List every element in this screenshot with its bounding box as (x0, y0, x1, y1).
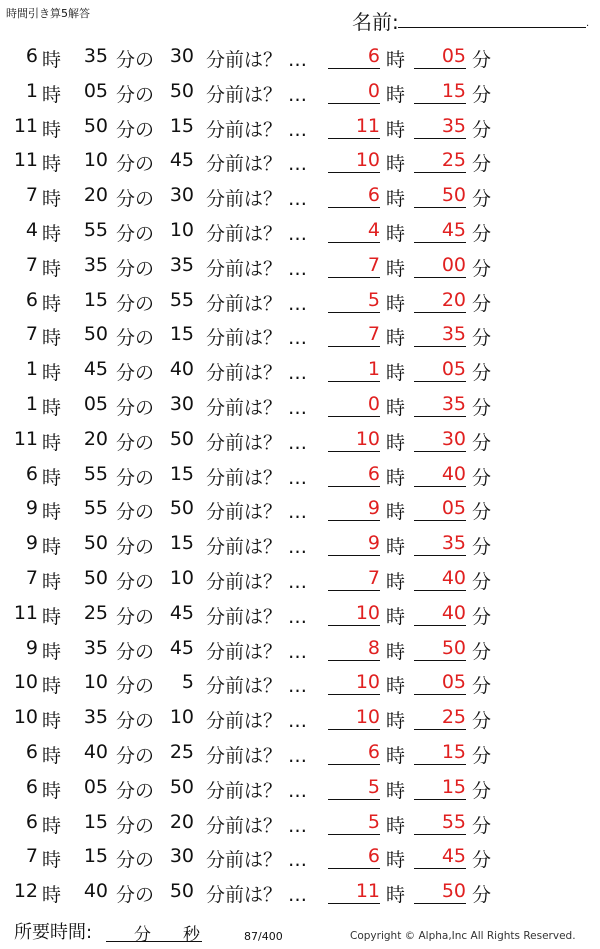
answer-minute[interactable]: 50 (414, 184, 466, 208)
start-hour: 7 (25, 253, 38, 276)
question-text: 分前は？ … (206, 605, 308, 628)
minute-of-label: 分の (116, 466, 155, 489)
start-hour: 7 (25, 184, 38, 207)
start-minute: 35 (83, 636, 108, 659)
answer-minute[interactable]: 20 (414, 289, 466, 313)
problem-row (0, 316, 600, 351)
start-hour: 9 (25, 497, 38, 520)
question-text: 分前は？ … (206, 466, 308, 489)
answer-hour-label: 時 (386, 257, 406, 280)
start-hour: 9 (25, 636, 38, 659)
minute-of-label: 分の (116, 710, 155, 733)
question-text: 分前は？ … (206, 675, 308, 698)
answer-hour[interactable]: 10 (328, 671, 380, 695)
start-hour: 6 (25, 462, 38, 485)
minutes-before: 15 (169, 323, 194, 346)
answer-minute-label: 分 (472, 396, 492, 419)
answer-minute-label: 分 (472, 118, 492, 141)
problem-row (0, 490, 600, 525)
minutes-before: 30 (169, 845, 194, 868)
answer-minute[interactable]: 35 (414, 323, 466, 347)
minutes-before: 50 (169, 79, 194, 102)
answer-minute[interactable]: 40 (414, 567, 466, 591)
question-text: 分前は？ … (206, 49, 308, 71)
copyright: Copyright © Alpha,Inc All Rights Reserved. (350, 930, 576, 942)
answer-hour-label: 時 (386, 744, 406, 767)
answer-hour[interactable]: 10 (328, 706, 380, 730)
minutes-before: 15 (169, 114, 194, 137)
start-hour: 11 (13, 114, 38, 137)
start-hour: 7 (25, 566, 38, 589)
question-text: 分前は？ … (206, 501, 308, 524)
start-hour: 11 (13, 427, 38, 450)
answer-hour[interactable]: 6 (328, 741, 380, 765)
question-text: 分前は？ … (206, 710, 308, 733)
question-text: 分前は？ … (206, 362, 308, 385)
problem-list (0, 38, 600, 908)
answer-minute[interactable]: 15 (414, 741, 466, 765)
hour-label: 時 (42, 327, 62, 350)
name-end-dot: . (586, 18, 590, 29)
hour-label: 時 (42, 466, 62, 489)
answer-minute[interactable]: 25 (414, 706, 466, 730)
answer-minute[interactable]: 40 (414, 602, 466, 626)
answer-hour-label: 時 (386, 640, 406, 663)
question-text: 分前は？ … (206, 431, 308, 454)
answer-hour[interactable]: 7 (328, 254, 380, 278)
answer-minute-label: 分 (472, 257, 492, 280)
answer-minute-label: 分 (472, 849, 492, 872)
answer-hour[interactable]: 1 (328, 358, 380, 382)
question-text: 分前は？ … (206, 327, 308, 350)
answer-hour[interactable]: 10 (328, 149, 380, 173)
start-hour: 7 (25, 845, 38, 868)
question-text: 分前は？ … (206, 849, 308, 872)
minute-of-label: 分の (116, 431, 155, 454)
start-minute: 55 (83, 497, 108, 520)
answer-hour[interactable]: 5 (328, 811, 380, 835)
answer-minute-label: 分 (472, 501, 492, 524)
answer-minute[interactable]: 05 (414, 671, 466, 695)
hour-label: 時 (42, 605, 62, 628)
minute-of-label: 分の (116, 222, 155, 245)
answer-hour-label: 時 (386, 49, 406, 71)
hour-label: 時 (42, 675, 62, 698)
answer-minute-label: 分 (472, 292, 492, 315)
minute-of-label: 分の (116, 327, 155, 350)
minutes-before: 30 (169, 184, 194, 207)
answer-hour[interactable]: 5 (328, 289, 380, 313)
start-hour: 11 (13, 601, 38, 624)
answer-hour-label: 時 (386, 536, 406, 559)
hour-label: 時 (42, 396, 62, 419)
answer-minute-label: 分 (472, 431, 492, 454)
answer-minute[interactable]: 45 (414, 219, 466, 243)
start-hour: 10 (13, 671, 38, 694)
worksheet-title: 時間引き算5解答 (6, 7, 90, 20)
question-text: 分前は？ … (206, 779, 308, 802)
minute-of-label: 分の (116, 257, 155, 280)
answer-hour[interactable]: 9 (328, 497, 380, 521)
problem-row (0, 560, 600, 595)
minutes-before: 10 (169, 566, 194, 589)
minute-of-label: 分の (116, 675, 155, 698)
start-minute: 15 (83, 810, 108, 833)
answer-minute-label: 分 (472, 640, 492, 663)
start-minute: 35 (83, 45, 108, 67)
problem-row (0, 38, 600, 73)
answer-minute[interactable]: 05 (414, 45, 466, 69)
answer-minute-label: 分 (472, 884, 492, 907)
answer-hour[interactable]: 6 (328, 184, 380, 208)
start-minute: 15 (83, 845, 108, 868)
answer-hour[interactable]: 9 (328, 532, 380, 556)
problem-row (0, 525, 600, 560)
answer-minute-label: 分 (472, 83, 492, 106)
hour-label: 時 (42, 744, 62, 767)
start-minute: 50 (83, 114, 108, 137)
answer-minute-label: 分 (472, 710, 492, 733)
problem-row (0, 247, 600, 282)
start-minute: 45 (83, 358, 108, 381)
start-hour: 9 (25, 532, 38, 555)
start-minute: 05 (83, 79, 108, 102)
answer-hour-label: 時 (386, 779, 406, 802)
minute-of-label: 分の (116, 570, 155, 593)
problem-row (0, 212, 600, 247)
minutes-before: 30 (169, 392, 194, 415)
answer-minute[interactable]: 05 (414, 358, 466, 382)
hour-label: 時 (42, 188, 62, 211)
hour-label: 時 (42, 884, 62, 907)
answer-minute-label: 分 (472, 153, 492, 176)
question-text: 分前は？ … (206, 396, 308, 419)
answer-hour-label: 時 (386, 431, 406, 454)
minutes-before: 10 (169, 218, 194, 241)
question-text: 分前は？ … (206, 153, 308, 176)
answer-minute-label: 分 (472, 570, 492, 593)
answer-minute[interactable]: 00 (414, 254, 466, 278)
question-text: 分前は？ … (206, 744, 308, 767)
minute-of-label: 分の (116, 605, 155, 628)
question-text: 分前は？ … (206, 83, 308, 106)
minute-of-label: 分の (116, 153, 155, 176)
answer-minute-label: 分 (472, 675, 492, 698)
hour-label: 時 (42, 640, 62, 663)
problem-row (0, 73, 600, 108)
answer-minute-label: 分 (472, 605, 492, 628)
start-minute: 50 (83, 566, 108, 589)
answer-hour[interactable]: 7 (328, 567, 380, 591)
hour-label: 時 (42, 814, 62, 837)
minute-of-label: 分の (116, 884, 155, 907)
start-minute: 55 (83, 462, 108, 485)
answer-minute-label: 分 (472, 49, 492, 71)
problem-row (0, 456, 600, 491)
minutes-before: 45 (169, 636, 194, 659)
answer-hour-label: 時 (386, 884, 406, 907)
hour-label: 時 (42, 222, 62, 245)
answer-hour[interactable]: 0 (328, 80, 380, 104)
time-second-label: 秒 (183, 925, 200, 945)
start-minute: 50 (83, 323, 108, 346)
minutes-before: 55 (169, 288, 194, 311)
question-text: 分前は？ … (206, 222, 308, 245)
question-text: 分前は？ … (206, 188, 308, 211)
hour-label: 時 (42, 431, 62, 454)
question-text: 分前は？ … (206, 118, 308, 141)
answer-minute[interactable]: 50 (414, 637, 466, 661)
answer-minute-label: 分 (472, 188, 492, 211)
minute-of-label: 分の (116, 849, 155, 872)
minute-of-label: 分の (116, 49, 155, 71)
problem-row (0, 108, 600, 143)
answer-hour[interactable]: 7 (328, 323, 380, 347)
minutes-before: 15 (169, 462, 194, 485)
answer-hour[interactable]: 4 (328, 219, 380, 243)
answer-minute-label: 分 (472, 536, 492, 559)
start-minute: 15 (83, 288, 108, 311)
minutes-before: 50 (169, 775, 194, 798)
minute-of-label: 分の (116, 362, 155, 385)
start-minute: 10 (83, 149, 108, 172)
problem-row (0, 664, 600, 699)
minute-of-label: 分の (116, 396, 155, 419)
problem-row (0, 421, 600, 456)
minutes-before: 20 (169, 810, 194, 833)
answer-hour-label: 時 (386, 814, 406, 837)
minute-of-label: 分の (116, 188, 155, 211)
answer-hour-label: 時 (386, 222, 406, 245)
start-hour: 7 (25, 323, 38, 346)
answer-hour[interactable]: 8 (328, 637, 380, 661)
question-text: 分前は？ … (206, 640, 308, 663)
start-minute: 20 (83, 184, 108, 207)
answer-minute[interactable]: 35 (414, 115, 466, 139)
minute-of-label: 分の (116, 292, 155, 315)
name-label: 名前: (352, 10, 399, 34)
start-minute: 55 (83, 218, 108, 241)
answer-hour-label: 時 (386, 188, 406, 211)
problem-row (0, 351, 600, 386)
start-hour: 1 (25, 79, 38, 102)
problem-row (0, 873, 600, 908)
minutes-before: 10 (169, 706, 194, 729)
answer-hour-label: 時 (386, 605, 406, 628)
problem-row (0, 699, 600, 734)
start-hour: 6 (25, 740, 38, 763)
hour-label: 時 (42, 501, 62, 524)
answer-hour-label: 時 (386, 570, 406, 593)
hour-label: 時 (42, 153, 62, 176)
start-hour: 6 (25, 288, 38, 311)
problem-row (0, 386, 600, 421)
minutes-before: 45 (169, 149, 194, 172)
start-minute: 35 (83, 706, 108, 729)
answer-minute-label: 分 (472, 814, 492, 837)
start-hour: 6 (25, 810, 38, 833)
start-minute: 35 (83, 253, 108, 276)
start-hour: 11 (13, 149, 38, 172)
answer-hour-label: 時 (386, 292, 406, 315)
answer-hour[interactable]: 11 (328, 115, 380, 139)
answer-minute-label: 分 (472, 779, 492, 802)
start-hour: 1 (25, 392, 38, 415)
hour-label: 時 (42, 257, 62, 280)
answer-hour-label: 時 (386, 710, 406, 733)
start-minute: 40 (83, 740, 108, 763)
start-hour: 6 (25, 45, 38, 67)
hour-label: 時 (42, 118, 62, 141)
start-minute: 05 (83, 775, 108, 798)
answer-hour-label: 時 (386, 501, 406, 524)
answer-minute[interactable]: 05 (414, 497, 466, 521)
minutes-before: 5 (181, 671, 194, 694)
minutes-before: 40 (169, 358, 194, 381)
answer-minute[interactable]: 15 (414, 776, 466, 800)
answer-minute[interactable]: 40 (414, 463, 466, 487)
answer-minute[interactable]: 55 (414, 811, 466, 835)
question-text: 分前は？ … (206, 884, 308, 907)
problem-row (0, 595, 600, 630)
start-minute: 05 (83, 392, 108, 415)
minutes-before: 25 (169, 740, 194, 763)
question-text: 分前は？ … (206, 570, 308, 593)
answer-hour[interactable]: 0 (328, 393, 380, 417)
answer-minute-label: 分 (472, 744, 492, 767)
minutes-before: 15 (169, 532, 194, 555)
hour-label: 時 (42, 849, 62, 872)
answer-hour-label: 時 (386, 362, 406, 385)
time-minute-label: 分 (134, 925, 151, 945)
problem-row (0, 142, 600, 177)
problem-row (0, 769, 600, 804)
hour-label: 時 (42, 710, 62, 733)
start-hour: 1 (25, 358, 38, 381)
answer-hour[interactable]: 10 (328, 602, 380, 626)
answer-hour-label: 時 (386, 83, 406, 106)
problem-row (0, 838, 600, 873)
answer-hour-label: 時 (386, 396, 406, 419)
answer-hour[interactable]: 5 (328, 776, 380, 800)
start-minute: 10 (83, 671, 108, 694)
problem-row (0, 804, 600, 839)
start-minute: 25 (83, 601, 108, 624)
start-hour: 6 (25, 775, 38, 798)
answer-hour-label: 時 (386, 675, 406, 698)
minutes-before: 30 (169, 45, 194, 67)
problem-row (0, 282, 600, 317)
minute-of-label: 分の (116, 640, 155, 663)
minutes-before: 50 (169, 497, 194, 520)
problem-row (0, 177, 600, 212)
hour-label: 時 (42, 83, 62, 106)
minute-of-label: 分の (116, 501, 155, 524)
minutes-before: 50 (169, 427, 194, 450)
answer-hour-label: 時 (386, 327, 406, 350)
answer-minute[interactable]: 30 (414, 428, 466, 452)
start-hour: 12 (13, 880, 38, 903)
start-minute: 50 (83, 532, 108, 555)
answer-minute[interactable]: 35 (414, 393, 466, 417)
page-count: 87/400 (244, 930, 283, 943)
minute-of-label: 分の (116, 779, 155, 802)
hour-label: 時 (42, 570, 62, 593)
answer-hour-label: 時 (386, 118, 406, 141)
minute-of-label: 分の (116, 744, 155, 767)
answer-minute-label: 分 (472, 466, 492, 489)
minute-of-label: 分の (116, 536, 155, 559)
answer-hour[interactable]: 10 (328, 428, 380, 452)
problem-row (0, 630, 600, 665)
hour-label: 時 (42, 292, 62, 315)
answer-minute[interactable]: 35 (414, 532, 466, 556)
minute-of-label: 分の (116, 83, 155, 106)
start-hour: 10 (13, 706, 38, 729)
minute-of-label: 分の (116, 814, 155, 837)
answer-minute[interactable]: 45 (414, 845, 466, 869)
name-field[interactable] (398, 27, 586, 28)
problem-row (0, 734, 600, 769)
start-minute: 20 (83, 427, 108, 450)
answer-hour[interactable]: 6 (328, 845, 380, 869)
hour-label: 時 (42, 362, 62, 385)
minutes-before: 50 (169, 880, 194, 903)
minutes-before: 45 (169, 601, 194, 624)
answer-hour-label: 時 (386, 849, 406, 872)
start-minute: 40 (83, 880, 108, 903)
answer-minute[interactable]: 15 (414, 80, 466, 104)
minutes-before: 35 (169, 253, 194, 276)
question-text: 分前は？ … (206, 814, 308, 837)
answer-minute-label: 分 (472, 362, 492, 385)
start-hour: 4 (25, 218, 38, 241)
answer-hour-label: 時 (386, 153, 406, 176)
question-text: 分前は？ … (206, 536, 308, 559)
answer-minute-label: 分 (472, 222, 492, 245)
answer-minute[interactable]: 25 (414, 149, 466, 173)
time-required-label: 所要時間: (14, 922, 93, 943)
answer-hour[interactable]: 6 (328, 45, 380, 69)
answer-hour[interactable]: 11 (328, 880, 380, 904)
minute-of-label: 分の (116, 118, 155, 141)
answer-minute-label: 分 (472, 327, 492, 350)
hour-label: 時 (42, 536, 62, 559)
hour-label: 時 (42, 779, 62, 802)
answer-hour[interactable]: 6 (328, 463, 380, 487)
hour-label: 時 (42, 49, 62, 71)
question-text: 分前は？ … (206, 257, 308, 280)
answer-minute[interactable]: 50 (414, 880, 466, 904)
question-text: 分前は？ … (206, 292, 308, 315)
answer-hour-label: 時 (386, 466, 406, 489)
